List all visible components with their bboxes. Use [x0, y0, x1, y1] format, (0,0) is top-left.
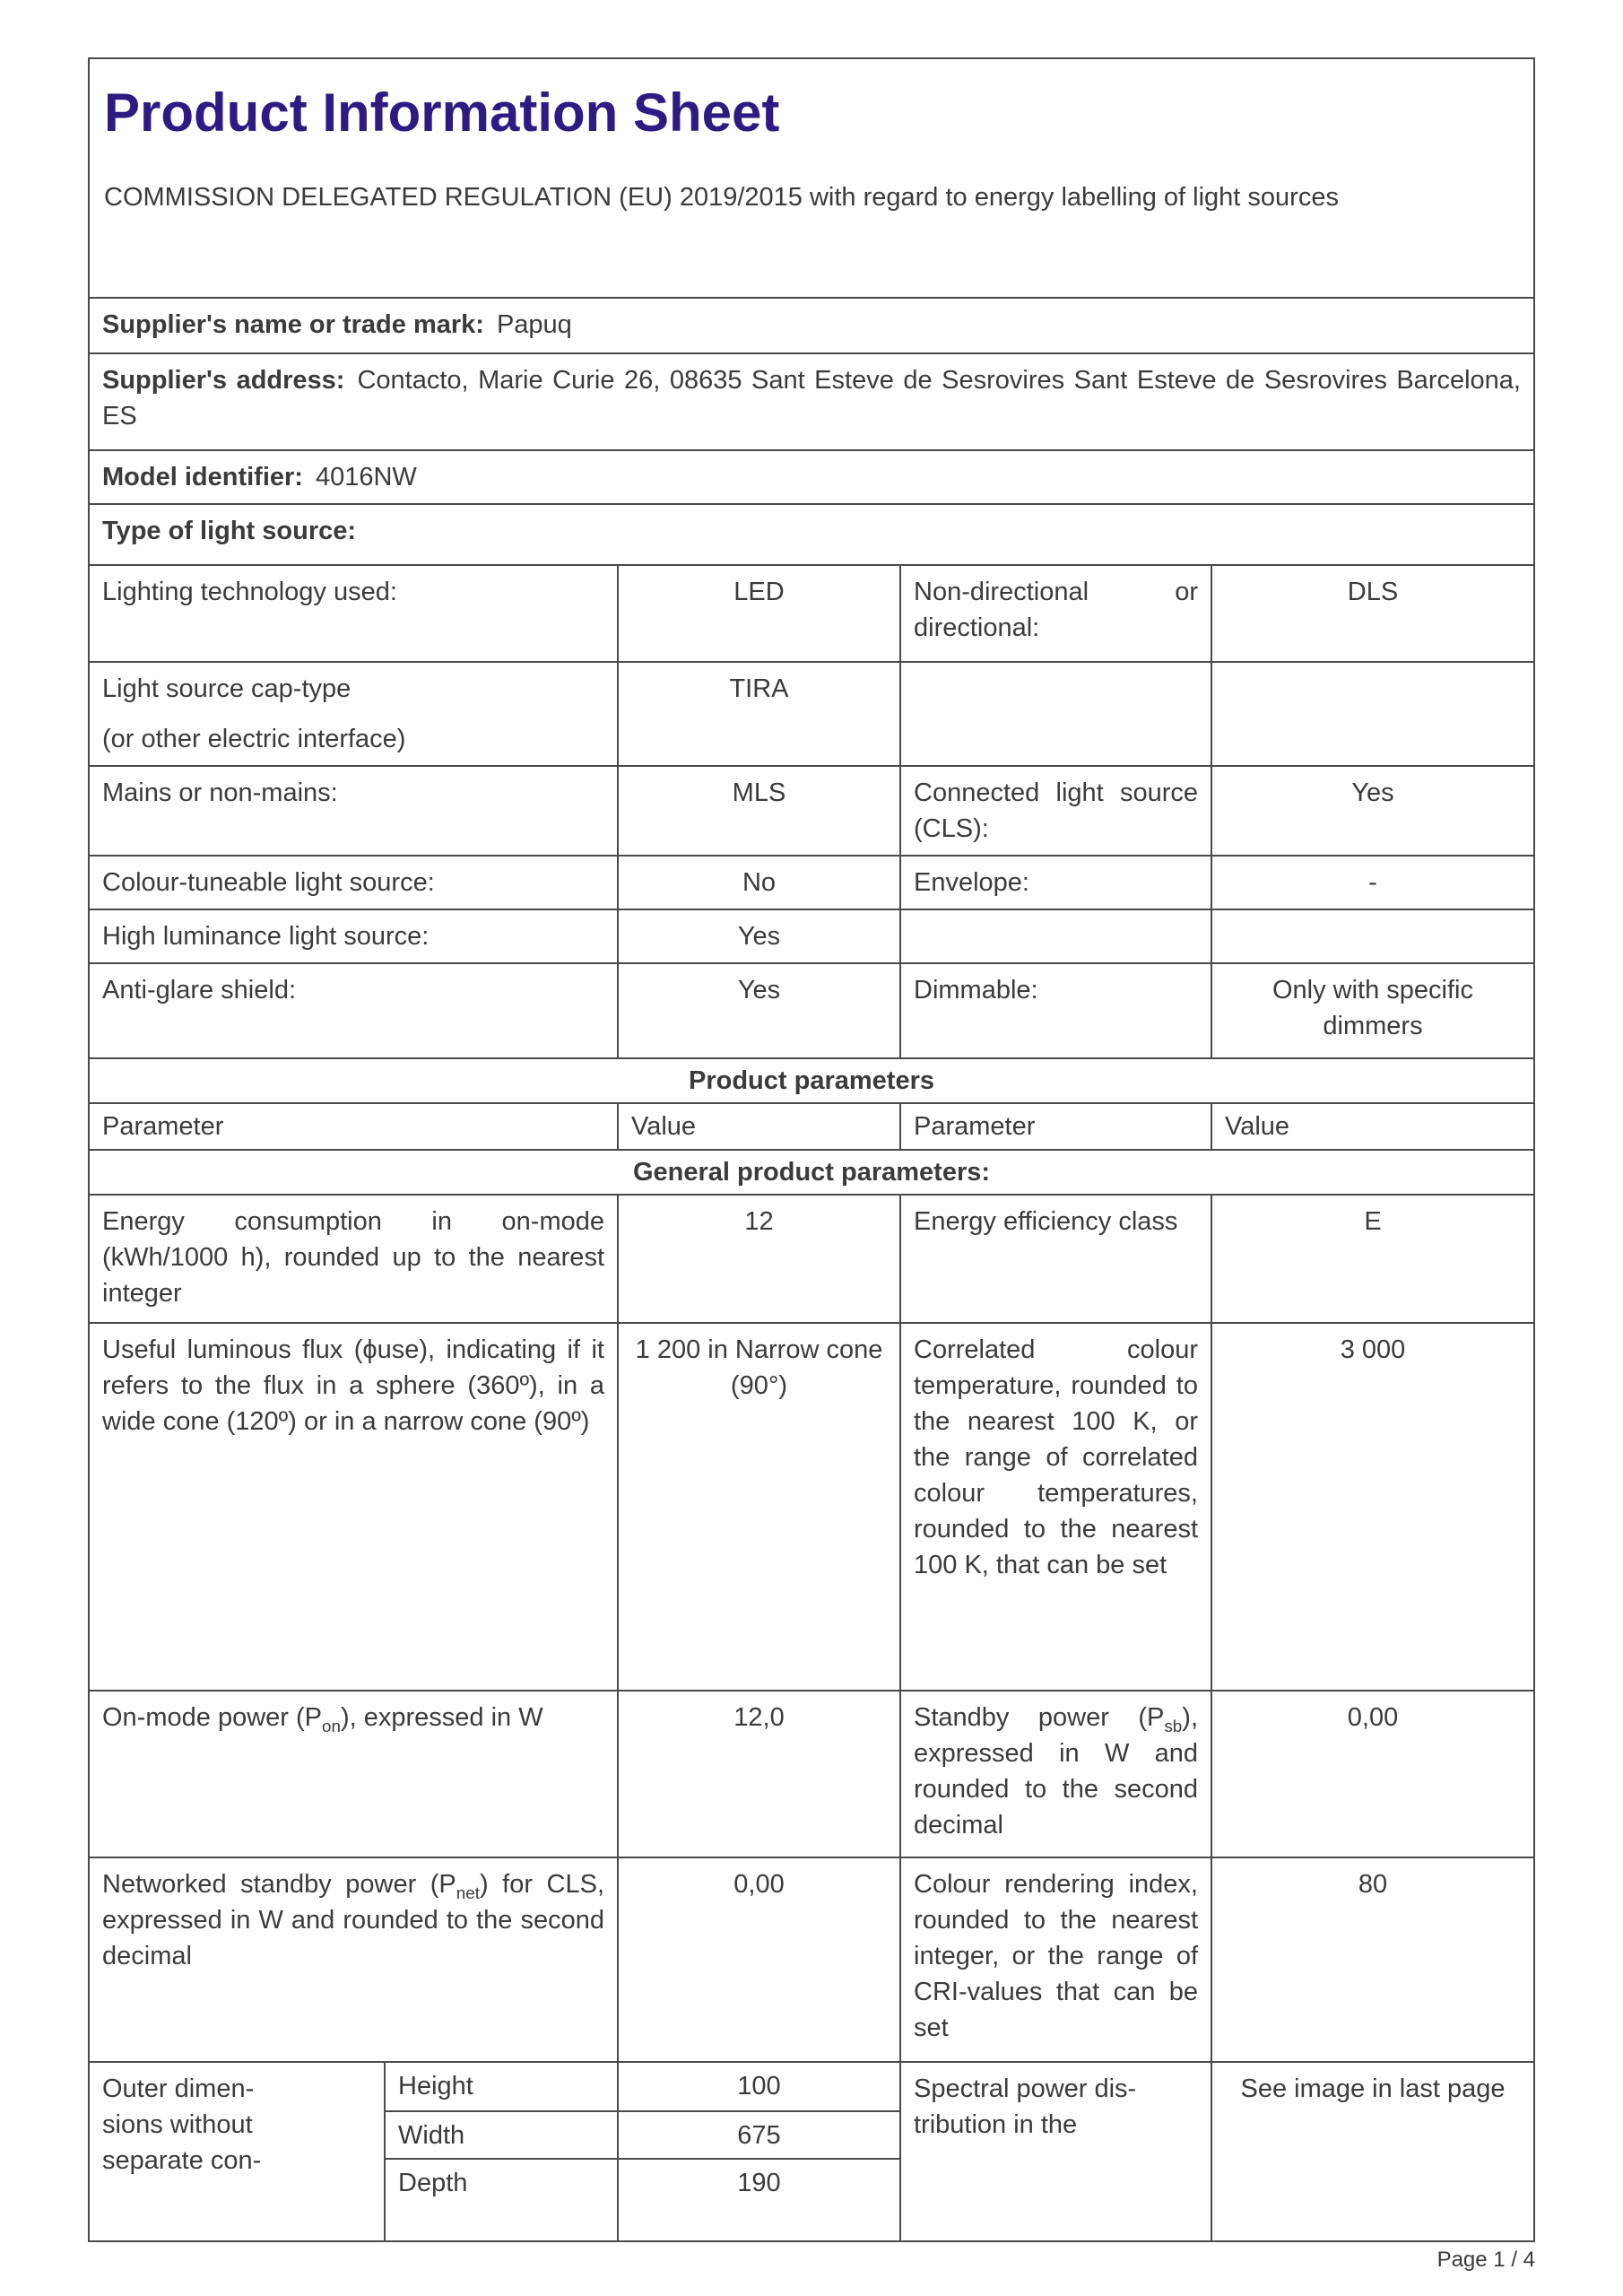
parameter-value-header-row: [90, 1102, 1533, 1149]
value-cell: 0,00: [1211, 1692, 1533, 1857]
supplier-name-label: Supplier's name or trade mark:: [102, 310, 484, 339]
type-of-light-source-cell: [90, 505, 1533, 557]
dimension-label: Depth: [384, 2158, 617, 2240]
type-of-light-source-label: Type of light source:: [102, 517, 357, 545]
supplier-address-label: Supplier's address:: [102, 366, 345, 395]
model-identifier-cell: [90, 451, 1533, 503]
regulation-text: COMMISSION DELEGATED REGULATION (EU) 2019/2015 with regard to energy labelling of light sources: [104, 183, 1339, 212]
value-cell: No: [617, 857, 899, 909]
parameter-line: Light source cap-type: [102, 674, 352, 703]
subscript: sb: [1164, 1716, 1183, 1735]
product-information-sheet: [88, 57, 1535, 2242]
row-on-mode-power: [90, 1690, 1533, 1857]
column-header-value: Value: [1211, 1104, 1533, 1149]
parameter-cell: Non-directional or directional:: [899, 566, 1211, 661]
parameter-cell: Correlated colour temperature, rounded to the nearest 100 K, or the range of correlated colour temperatures, rounded to the nearest 100 K, that can be set: [899, 1324, 1211, 1690]
empty-cell: [1211, 910, 1533, 962]
value-cell: Only with specific dimmers: [1211, 964, 1533, 1057]
row-cap-type: [90, 661, 1533, 765]
header-block: [90, 59, 1533, 297]
parameter-line: Spectral power dis-: [914, 2074, 1137, 2103]
text-segment: Networked standby power (P: [102, 1870, 456, 1899]
supplier-name-cell: [90, 299, 1533, 351]
value-cell: MLS: [617, 767, 899, 855]
text-segment: ), expressed in W and rounded to the second decimal: [914, 1703, 1198, 1839]
text-segment: On-mode power (P: [102, 1703, 322, 1732]
row-high-luminance: [90, 909, 1533, 962]
row-anti-glare: [90, 962, 1533, 1057]
value-cell: 12: [617, 1196, 899, 1322]
value-cell: See image in last page: [1211, 2063, 1533, 2240]
subscript: net: [456, 1883, 480, 1902]
value-cell: -: [1211, 857, 1533, 909]
general-product-parameters-title: General product parameters:: [90, 1149, 1533, 1194]
row-mains: [90, 765, 1533, 855]
parameter-cell: [899, 1692, 1211, 1857]
subscript: on: [322, 1716, 341, 1735]
dimension-label: Height: [384, 2063, 617, 2110]
parameter-cell: Colour rendering index, rounded to the nearest integer, or the range of CRI-values that can be set: [899, 1858, 1211, 2061]
row-colour-tuneable: [90, 855, 1533, 909]
parameter-cell: Useful luminous flux (ϕuse), indicating if it refers to the flux in a sphere (360º), in a wide cone (120º) or in a narrow cone (90º): [102, 1335, 604, 1436]
parameter-line: sions without: [102, 2110, 253, 2139]
row-lighting-technology: [90, 564, 1533, 661]
model-identifier-label: Model identifier:: [102, 463, 303, 491]
parameter-cell: Mains or non-mains:: [102, 778, 338, 807]
empty-cell: [899, 663, 1211, 765]
type-of-light-source-row: [90, 503, 1533, 564]
column-header-parameter: Parameter: [102, 1112, 224, 1141]
product-parameters-title: Product parameters: [90, 1057, 1533, 1102]
parameter-cell: Lighting technology used:: [102, 578, 397, 606]
page-number: Page 1 / 4: [1436, 2248, 1535, 2272]
row-luminous-flux: [90, 1322, 1533, 1690]
value-cell: TIRA: [617, 663, 899, 765]
value-cell: Yes: [617, 964, 899, 1057]
page-title: Product Information Sheet: [104, 83, 780, 143]
parameter-cell: Envelope:: [899, 857, 1211, 909]
parameter-cell: Energy efficiency class: [899, 1196, 1211, 1322]
text-segment: Standby power (P: [914, 1703, 1165, 1732]
dimension-label: Width: [384, 2110, 617, 2158]
parameter-line: (or other electric interface): [102, 725, 406, 753]
column-header-parameter: Parameter: [899, 1104, 1211, 1149]
value-cell: 3 000: [1211, 1324, 1533, 1690]
value-cell: E: [1211, 1196, 1533, 1322]
parameter-cell: [899, 2063, 1211, 2240]
parameter-cell: High luminance light source:: [102, 922, 430, 951]
parameter-cell: Energy consumption in on-mode (kWh/1000 h), rounded up to the nearest integer: [102, 1207, 604, 1308]
supplier-address-value: Contacto, Marie Curie 26, 08635 Sant Esteve de Sesrovires Sant Esteve de Sesrovires Barcelona, ES: [102, 366, 1521, 430]
supplier-name-row: [90, 297, 1533, 352]
parameter-line: tribution in the: [914, 2110, 1078, 2139]
row-energy-consumption: [90, 1194, 1533, 1322]
text-segment: ), expressed in W: [340, 1703, 543, 1732]
parameter-cell: [90, 1692, 617, 1857]
parameter-cell: [90, 1858, 617, 2061]
model-identifier-row: [90, 449, 1533, 503]
value-cell: Yes: [1211, 767, 1533, 855]
empty-cell: [899, 910, 1211, 962]
value-cell: 1 200 in Narrow cone (90°): [617, 1324, 899, 1690]
value-cell: 12,0: [617, 1692, 899, 1857]
value-cell: Yes: [617, 910, 899, 962]
parameter-cell: Colour-tuneable light source:: [102, 868, 435, 897]
parameter-cell: [90, 2063, 384, 2240]
empty-cell: [1211, 663, 1533, 765]
value-cell: DLS: [1211, 566, 1533, 661]
dimension-value: 100: [617, 2063, 899, 2110]
parameter-line: Outer dimen-: [102, 2074, 255, 2103]
value-cell: LED: [617, 566, 899, 661]
value-cell: 80: [1211, 1858, 1533, 2061]
supplier-address-cell: [90, 354, 1533, 442]
parameter-cell: [90, 663, 617, 765]
supplier-name-value: Papuq: [496, 310, 572, 339]
column-header-value: Value: [617, 1104, 899, 1149]
model-identifier-value: 4016NW: [315, 463, 417, 491]
parameter-cell: Connected light source (CLS):: [899, 767, 1211, 855]
supplier-address-row: [90, 352, 1533, 449]
parameter-cell: Dimmable:: [899, 964, 1211, 1057]
text-segment: ) for CLS, expressed in W and rounded to the second decimal: [102, 1870, 604, 1970]
row-outer-dimensions: [90, 2061, 1533, 2240]
value-cell: 0,00: [617, 1858, 899, 2061]
row-networked-standby: [90, 1857, 1533, 2061]
dimension-value: 190: [617, 2158, 899, 2240]
parameter-cell: Anti-glare shield:: [102, 976, 296, 1004]
dimension-value: 675: [617, 2110, 899, 2158]
parameter-line: separate con-: [102, 2146, 262, 2175]
